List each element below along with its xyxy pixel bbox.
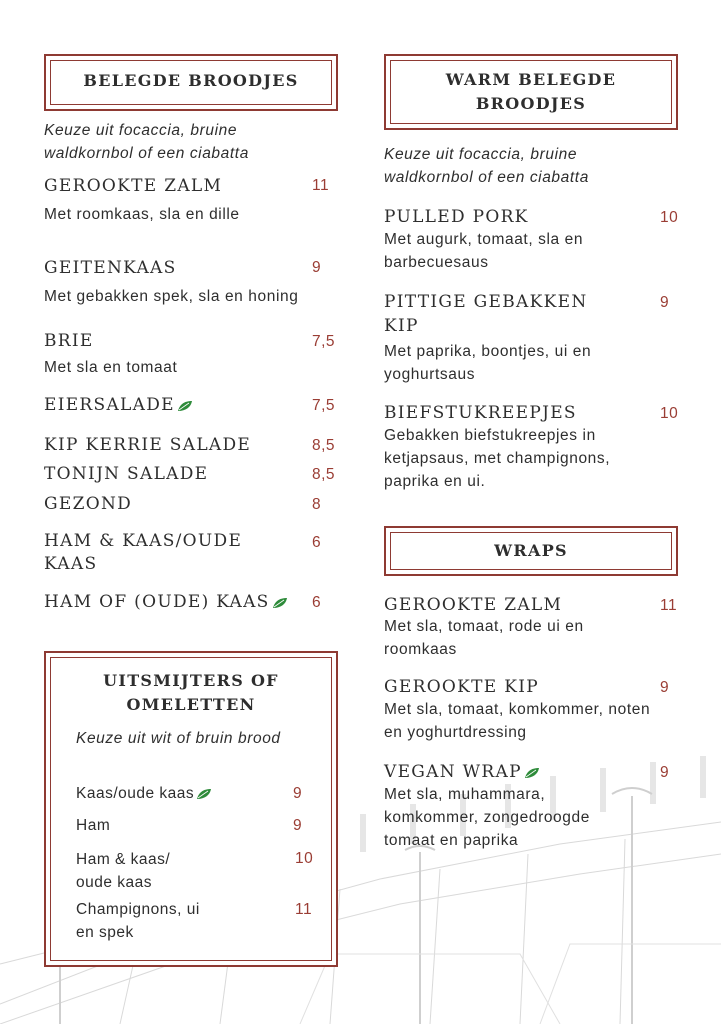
section-title-wraps: WRAPS — [494, 541, 568, 560]
item-name: GEROOKTE ZALM — [384, 595, 563, 615]
item-price: 9 — [293, 785, 303, 802]
intro-uitsmijters: Keuze uit wit of bruin brood — [76, 730, 281, 747]
item-price: 9 — [312, 259, 322, 276]
item-description: Met gebakken spek, sla en honing — [44, 288, 299, 305]
item-name: EIERSALADE — [44, 395, 175, 415]
item-name: VEGAN WRAP — [384, 762, 522, 782]
item-price: 11 — [660, 597, 678, 614]
leaf-icon — [524, 767, 540, 779]
item-name: KIP KERRIE SALADE — [44, 435, 252, 455]
section-box-uitsmijters — [44, 651, 338, 967]
item-name: Kaas/oude kaas — [76, 785, 195, 802]
item-price: 8 — [312, 496, 322, 513]
item-name: TONIJN SALADE — [44, 464, 209, 484]
item-price: 9 — [660, 764, 670, 781]
item-description: Met paprika, boontjes, ui en yoghurtsaus — [384, 343, 592, 383]
intro-belegde: Keuze uit focaccia, bruine waldkornbol of een ciabatta — [44, 122, 249, 162]
item-name: PULLED PORK — [384, 207, 529, 227]
item-name-row — [76, 782, 212, 805]
item-price: 8,5 — [312, 466, 336, 483]
item-price: 11 — [312, 177, 330, 194]
item-price: 11 — [295, 901, 313, 918]
item-price: 8,5 — [312, 437, 336, 454]
item-description: Met roomkaas, sla en dille — [44, 206, 240, 223]
item-price: 9 — [660, 294, 670, 311]
item-price: 10 — [660, 405, 679, 422]
item-name: GEROOKTE KIP — [384, 677, 539, 697]
item-description: Met sla, tomaat, komkommer, noten en yoghurtdressing — [384, 701, 651, 741]
item-price: 7,5 — [312, 333, 336, 350]
item-name: BIEFSTUKREEPJES — [384, 403, 577, 423]
item-name: HAM & KAAS/OUDE KAAS — [44, 531, 243, 574]
item-name-row — [384, 760, 540, 784]
leaf-icon — [196, 788, 212, 800]
section-title-warm: WARM BELEGDE BROODJES — [445, 70, 617, 113]
item-description: Gebakken biefstukreepjes in ketjapsaus, met champignons, paprika en ui. — [384, 427, 611, 490]
section-header-warm — [384, 54, 678, 130]
item-name-row — [44, 590, 288, 614]
item-name: PITTIGE GEBAKKEN KIP — [384, 292, 588, 336]
item-name: GEITENKAAS — [44, 258, 177, 278]
item-name: GEZOND — [44, 494, 133, 514]
item-description: Met sla, tomaat, rode ui en roomkaas — [384, 618, 584, 658]
item-price: 9 — [293, 817, 303, 834]
item-price: 6 — [312, 594, 322, 611]
item-price: 10 — [660, 209, 679, 226]
item-name: HAM OF (OUDE) KAAS — [44, 592, 270, 612]
section-title-belegde: BELEGDE BROODJES — [83, 71, 299, 90]
section-header-belegde — [44, 54, 338, 111]
item-price: 10 — [295, 850, 314, 867]
section-header-wraps — [384, 526, 678, 576]
item-price: 9 — [660, 679, 670, 696]
item-name: GEROOKTE ZALM — [44, 176, 223, 196]
leaf-icon — [272, 597, 288, 609]
item-name-row — [44, 393, 193, 417]
section-title-uitsmijters: UITSMIJTERS OF OMELETTEN — [103, 671, 279, 714]
item-description: Met augurk, tomaat, sla en barbecuesaus — [384, 231, 584, 271]
intro-warm: Keuze uit focaccia, bruine waldkornbol of een ciabatta — [384, 146, 589, 186]
item-name: Ham — [76, 817, 111, 834]
item-name: Champignons, ui en spek — [76, 901, 200, 941]
item-description: Met sla, muhammara, komkommer, zongedroogde tomaat en paprika — [384, 786, 590, 849]
leaf-icon — [177, 400, 193, 412]
item-price: 7,5 — [312, 397, 336, 414]
item-price: 6 — [312, 534, 322, 551]
item-description: Met sla en tomaat — [44, 359, 178, 376]
item-name: Ham & kaas/ oude kaas — [76, 851, 171, 891]
item-name: BRIE — [44, 331, 94, 351]
